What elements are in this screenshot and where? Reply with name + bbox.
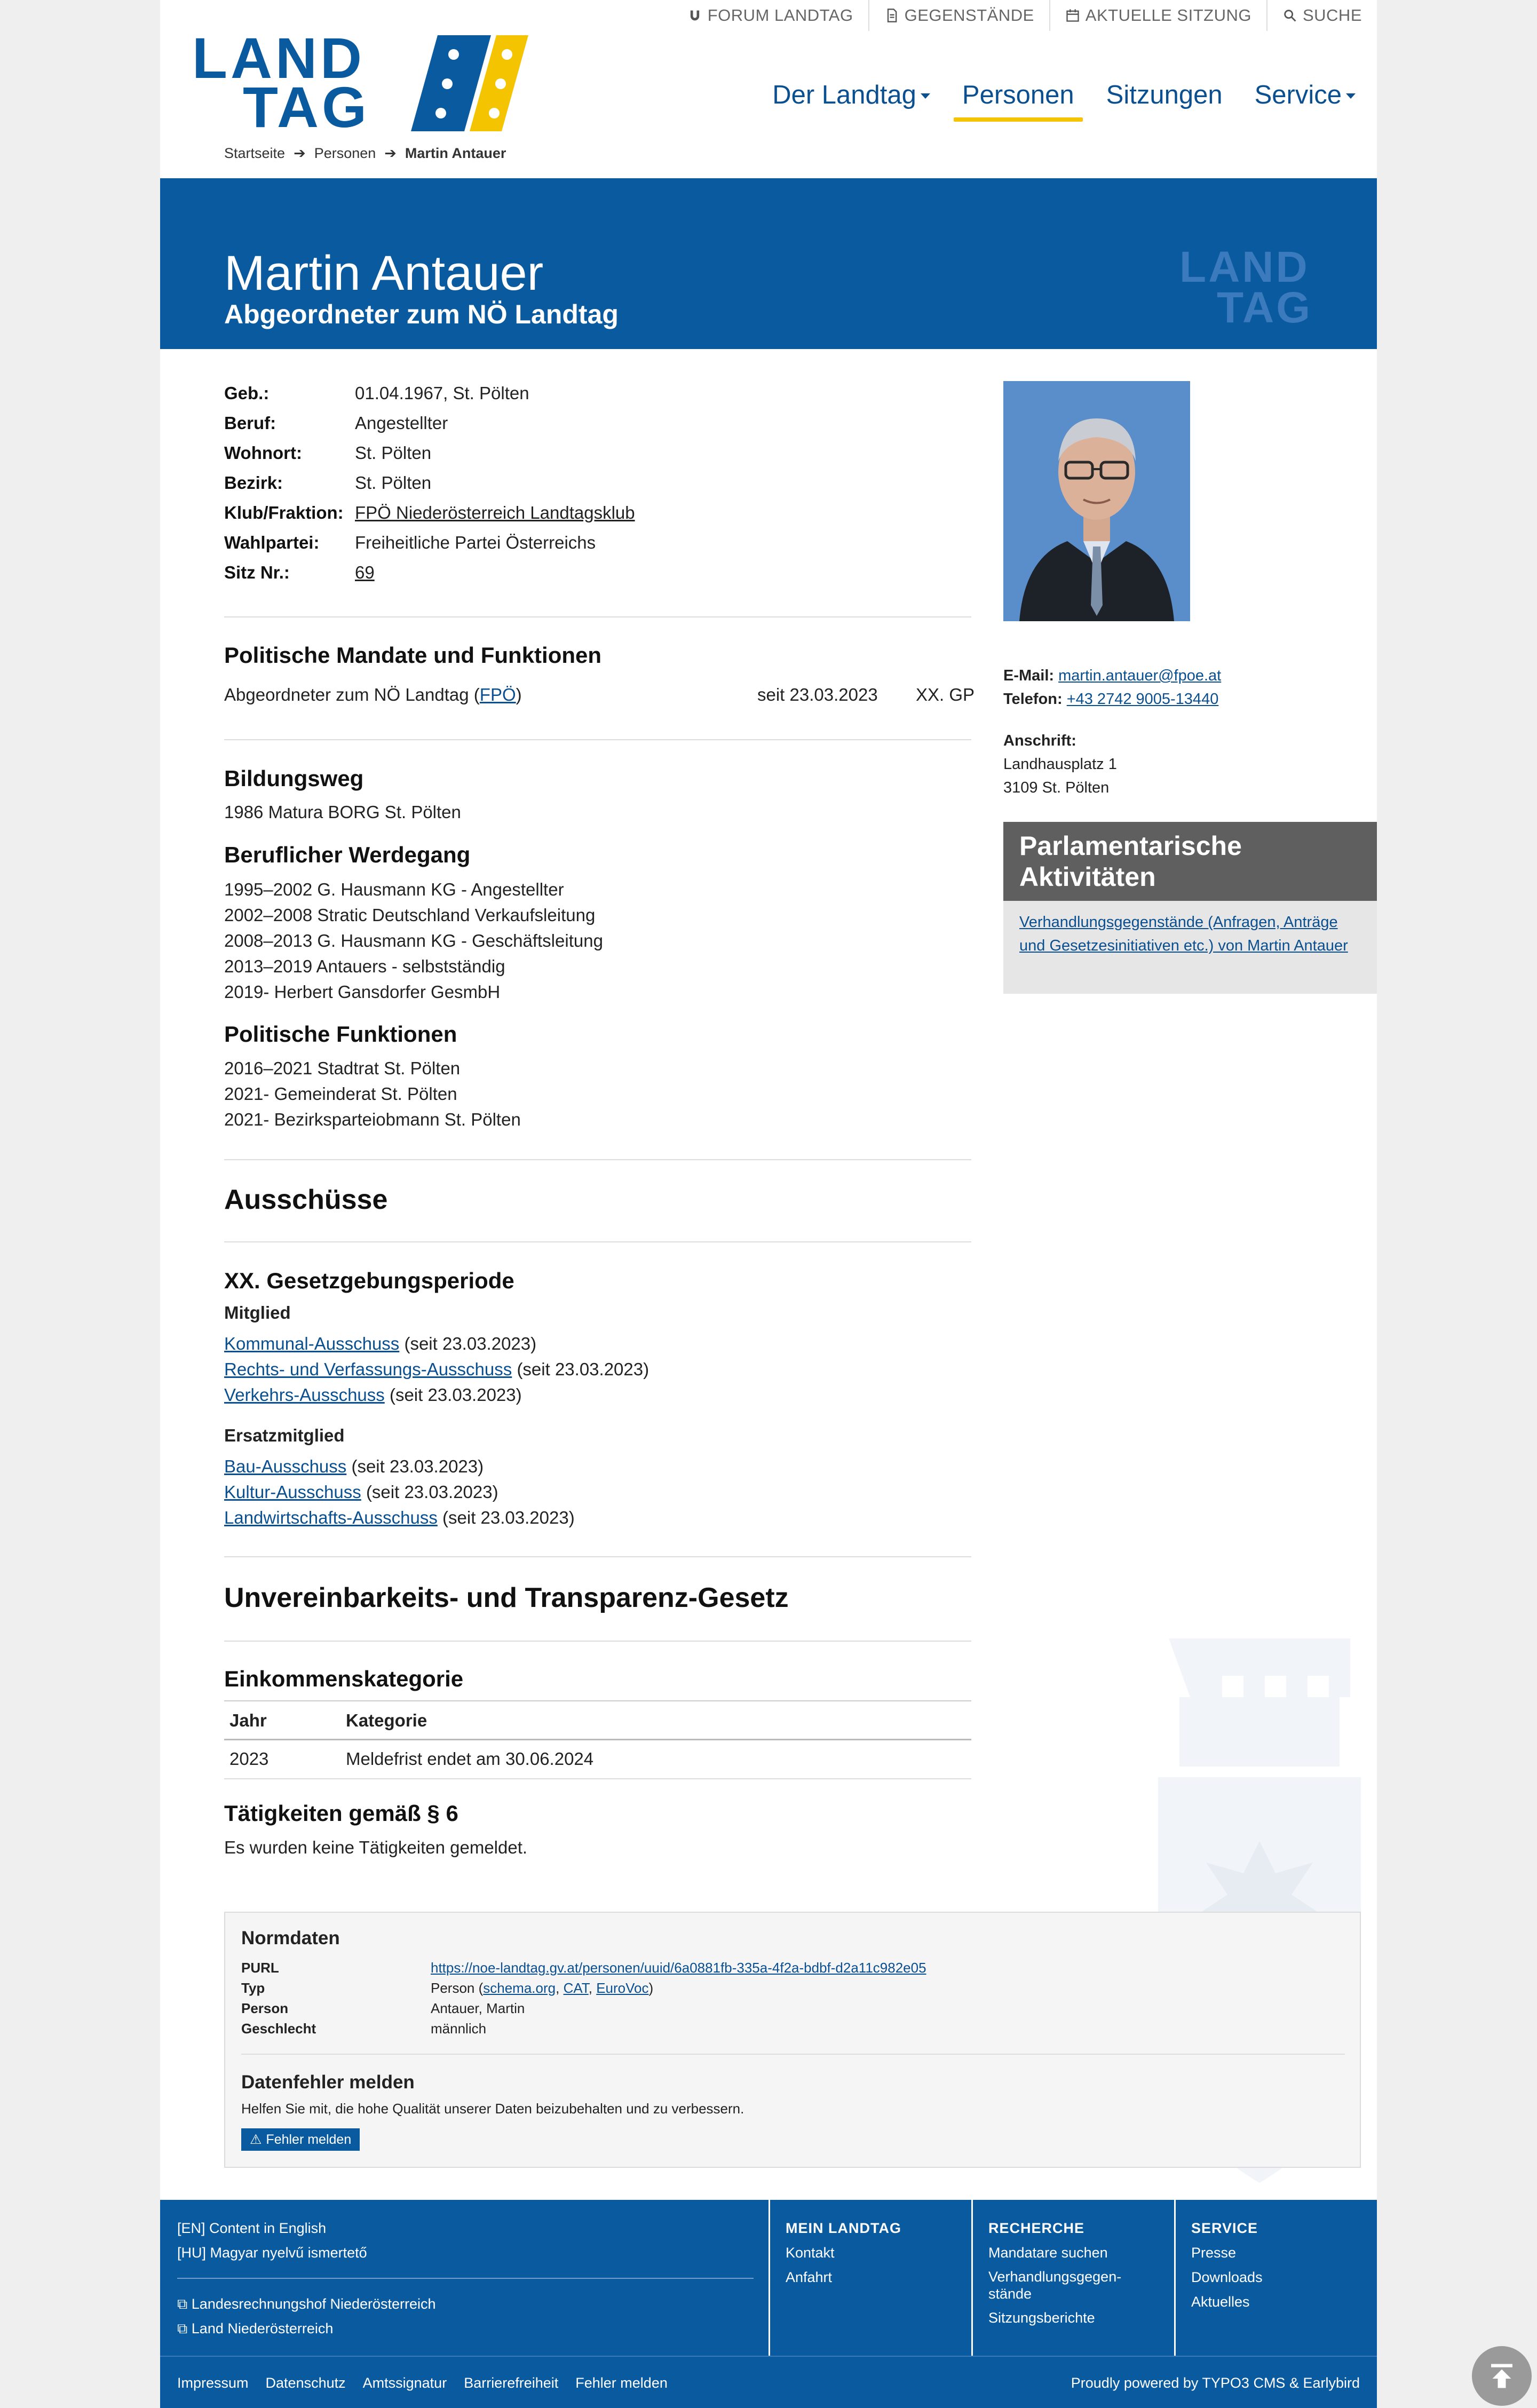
warning-icon: ⚠	[250, 2132, 262, 2147]
typ-link-schema[interactable]: schema.org	[483, 1980, 556, 1996]
ausschuss-link[interactable]: Kultur-Ausschuss	[224, 1482, 361, 1502]
util-forum-label: FORUM LANDTAG	[707, 6, 853, 25]
footer	[160, 2200, 1377, 2356]
parl-heading: Parlamentarische Aktivitäten	[1003, 822, 1377, 901]
typ-label: Typ	[241, 1980, 265, 1996]
ausschuss-link[interactable]: Kommunal-Ausschuss	[224, 1334, 400, 1353]
report-error-label: Fehler melden	[266, 2132, 352, 2147]
util-suche-link[interactable]	[1266, 0, 1377, 31]
footer-divider	[769, 2200, 770, 2356]
ausschuss-item	[224, 1382, 522, 1408]
banner-watermark-logo	[1179, 248, 1356, 328]
mandates-heading: Politische Mandate und Funktionen	[224, 643, 602, 668]
ausschuss-item	[224, 1357, 649, 1382]
nav-sitzungen-label: Sitzungen	[1106, 81, 1223, 109]
divider	[241, 2054, 1345, 2055]
landtag-logo[interactable]	[192, 33, 528, 132]
search-icon	[1282, 8, 1297, 23]
ausschuss-since: (seit 23.03.2023)	[366, 1482, 498, 1502]
profile-row-bezirk	[224, 473, 431, 493]
footer-powered: Proudly powered by TYPO3 CMS & Earlybird	[1071, 2375, 1360, 2391]
nav-der-landtag[interactable]	[772, 80, 930, 122]
footer-link[interactable]: Presse	[1191, 2245, 1237, 2261]
page-gutter-right	[1377, 0, 1537, 2408]
purl-link[interactable]: https://noe-landtag.gv.at/personen/uuid/6a0881fb-335a-4f2a-bdbf-d2a11c982e05	[431, 1960, 926, 1976]
calendar-icon	[1065, 8, 1080, 23]
ausschuesse-heading: Ausschüsse	[224, 1184, 388, 1215]
profile-row-geb	[224, 383, 529, 403]
footer-link[interactable]: Kontakt	[786, 2245, 835, 2261]
person-value: Antauer, Martin	[431, 2000, 525, 2016]
report-error-button[interactable]	[241, 2128, 360, 2151]
footer-ext-link[interactable]	[177, 2292, 754, 2316]
chevron-down-icon	[1346, 93, 1356, 99]
footer-link[interactable]: Anfahrt	[786, 2269, 833, 2285]
person-name: Martin Antauer	[224, 246, 544, 300]
profile-row-klub	[224, 503, 635, 523]
logo-line2: TAG	[243, 75, 370, 132]
footer-lang-col	[177, 2216, 754, 2341]
divider	[224, 1241, 971, 1242]
nav-service-label: Service	[1254, 81, 1342, 109]
address-line2: 3109 St. Pölten	[1003, 779, 1110, 796]
document-icon	[884, 8, 899, 23]
footer-link[interactable]: Aktuelles	[1191, 2294, 1250, 2310]
taetigkeiten-heading: Tätigkeiten gemäß § 6	[224, 1801, 458, 1826]
purl-label: PURL	[241, 1960, 279, 1976]
divider	[224, 739, 971, 740]
footer-divider	[971, 2200, 973, 2356]
forum-icon	[687, 8, 702, 23]
footer-amtssignatur[interactable]: Amtssignatur	[362, 2375, 447, 2391]
person-photo	[1003, 381, 1190, 621]
footer-ext-label: Land Niederösterreich	[191, 2320, 334, 2336]
ausschuss-since: (seit 23.03.2023)	[389, 1385, 522, 1405]
footer-col-mein-landtag	[786, 2216, 967, 2290]
contact-box	[1003, 664, 1221, 799]
divider	[224, 1556, 971, 1557]
mandate-gp: XX. GP	[916, 685, 975, 704]
beruf-item: 2019- Herbert Gansdorfer GesmbH	[224, 982, 501, 1002]
mandate-row	[224, 682, 522, 708]
footer-divider	[1174, 2200, 1176, 2356]
chevron-down-icon	[921, 93, 930, 99]
profile-label: Geb.:	[224, 383, 270, 403]
external-link-icon: ⧉	[177, 2320, 192, 2336]
ausschuss-since: (seit 23.03.2023)	[442, 1508, 575, 1527]
profile-label: Bezirk:	[224, 473, 283, 493]
typ-link-eurovoc[interactable]: EuroVoc	[596, 1980, 649, 1996]
footer-lang-hu[interactable]: [HU] Magyar nyelvű ismertető	[177, 2245, 367, 2261]
nav-personen-label: Personen	[962, 81, 1074, 109]
arrow-right-icon: ➔	[384, 145, 397, 161]
watermark-line1: LAND	[1179, 248, 1310, 291]
nav-personen[interactable]	[962, 80, 1074, 122]
person-banner	[160, 178, 1377, 349]
klub-link[interactable]: FPÖ Niederösterreich Landtagsklub	[355, 503, 635, 522]
mandate-party-link[interactable]: FPÖ	[479, 685, 516, 704]
typ-text: Person (	[431, 1980, 484, 1996]
person-subtitle: Abgeordneter zum NÖ Landtag	[224, 299, 619, 329]
beruf-item: 2008–2013 G. Hausmann KG - Geschäftsleitung	[224, 931, 603, 950]
politik-item: 2021- Bezirksparteiobmann St. Pölten	[224, 1110, 521, 1129]
beruf-item: 2013–2019 Antauers - selbstständig	[224, 956, 505, 976]
footer-bottom-bar	[160, 2356, 1377, 2408]
page-gutter-left	[0, 0, 160, 2408]
politik-item: 2016–2021 Stadtrat St. Pölten	[224, 1058, 461, 1078]
footer-lang-en[interactable]: [EN] Content in English	[177, 2220, 327, 2236]
utility-nav	[672, 0, 1377, 31]
error-heading: Datenfehler melden	[241, 2072, 415, 2093]
ausschuss-item	[224, 1331, 536, 1357]
profile-label: Beruf:	[224, 413, 276, 433]
table-cell-jahr: 2023	[229, 1749, 269, 1769]
col-kategorie: Kategorie	[346, 1710, 427, 1730]
phone-label: Telefon:	[1003, 691, 1063, 708]
ersatz-label: Ersatzmitglied	[224, 1425, 345, 1445]
breadcrumb	[224, 145, 506, 162]
footer-col-heading: RECHERCHE	[988, 2220, 1085, 2236]
bildung-item: 1986 Matura BORG St. Pölten	[224, 802, 461, 822]
footer-link[interactable]: Verhandlungsgegen- stände	[988, 2269, 1122, 2302]
profile-row-wahlpartei	[224, 533, 596, 553]
logo-line1: LAND	[192, 33, 365, 90]
profile-row-wohnort	[224, 443, 431, 463]
watermark-line2: TAG	[1217, 283, 1313, 328]
footer-col-service	[1191, 2216, 1373, 2314]
divider	[224, 1159, 971, 1160]
profile-value: Angestellter	[355, 413, 448, 433]
profile-value: St. Pölten	[355, 443, 432, 463]
util-suche-label: SUCHE	[1302, 6, 1362, 25]
norm-heading: Normdaten	[241, 1928, 340, 1948]
phone-link[interactable]: +43 2742 9005-13440	[1066, 691, 1219, 708]
politik-heading: Politische Funktionen	[224, 1021, 457, 1047]
ausschuss-item	[224, 1505, 575, 1531]
nav-der-landtag-label: Der Landtag	[772, 81, 916, 109]
phone-row	[1003, 687, 1221, 711]
email-label: E-Mail:	[1003, 667, 1055, 684]
period-heading: XX. Gesetzgebungsperiode	[224, 1268, 514, 1293]
profile-value: Freiheitliche Partei Österreichs	[355, 533, 596, 552]
norm-labels	[241, 1958, 316, 2039]
address-label: Anschrift:	[1003, 732, 1076, 749]
ausschuss-link[interactable]: Landwirtschafts-Ausschuss	[224, 1508, 438, 1527]
footer-barrierefreiheit[interactable]: Barrierefreiheit	[464, 2375, 559, 2391]
footer-link[interactable]: Downloads	[1191, 2269, 1263, 2285]
ausschuss-since: (seit 23.03.2023)	[517, 1359, 649, 1379]
footer-impressum[interactable]: Impressum	[177, 2375, 249, 2391]
footer-link[interactable]: Mandatare suchen	[988, 2245, 1108, 2261]
ausschuss-link[interactable]: Bau-Ausschuss	[224, 1456, 347, 1476]
bildung-heading: Bildungsweg	[224, 766, 364, 791]
breadcrumb-personen[interactable]: Personen	[314, 145, 376, 161]
profile-row-beruf	[224, 413, 448, 433]
external-link-icon: ⧉	[177, 2296, 192, 2312]
profile-label: Klub/Fraktion:	[224, 503, 344, 522]
footer-col-heading: MEIN LANDTAG	[786, 2220, 901, 2236]
mandate-since: seit 23.03.2023	[757, 685, 878, 704]
footer-legal-links	[177, 2375, 668, 2391]
parl-activities-box	[1003, 822, 1377, 994]
email-link[interactable]: martin.antauer@fpoe.at	[1058, 667, 1222, 684]
profile-row-sitz	[224, 563, 375, 583]
page	[160, 0, 1377, 2408]
error-text: Helfen Sie mit, die hohe Qualität unserer Daten beizubehalten und zu verbessern.	[241, 2101, 744, 2117]
email-row	[1003, 664, 1221, 687]
parl-link[interactable]: Verhandlungsgegenstände (Anfragen, Anträge und Gesetzesinitiativen etc.) von Martin Antauer	[1019, 914, 1348, 954]
footer-datenschutz[interactable]: Datenschutz	[265, 2375, 346, 2391]
main-nav	[772, 80, 1356, 122]
mitglied-label: Mitglied	[224, 1303, 291, 1322]
person-label: Person	[241, 2000, 289, 2016]
ausschuss-since: (seit 23.03.2023)	[351, 1456, 484, 1476]
footer-col-recherche	[988, 2216, 1170, 2330]
arrow-right-icon: ➔	[294, 145, 306, 161]
ausschuss-since: (seit 23.03.2023)	[404, 1334, 537, 1353]
ausschuss-link[interactable]: Verkehrs-Ausschuss	[224, 1385, 385, 1405]
geschlecht-value: männlich	[431, 2021, 487, 2037]
scroll-to-top-button[interactable]	[1472, 2346, 1532, 2406]
util-gegenstaende-link[interactable]	[868, 0, 1049, 31]
profile-label: Wahlpartei:	[224, 533, 320, 552]
mandate-role: Abgeordneter zum NÖ Landtag (	[224, 685, 480, 704]
breadcrumb-startseite[interactable]: Startseite	[224, 145, 286, 161]
profile-value: 01.04.1967, St. Pölten	[355, 383, 529, 403]
util-sitzung-link[interactable]	[1049, 0, 1266, 31]
geschlecht-label: Geschlecht	[241, 2021, 316, 2037]
normdaten-box	[224, 1912, 1361, 2168]
util-sitzung-label: AKTUELLE SITZUNG	[1085, 6, 1251, 25]
table-top-border	[224, 1700, 971, 1701]
sitz-link[interactable]: 69	[355, 563, 375, 582]
ausschuss-item	[224, 1454, 484, 1479]
beruf-item: 1995–2002 G. Hausmann KG - Angestellter	[224, 880, 564, 899]
footer-col-heading: SERVICE	[1191, 2220, 1258, 2236]
table-cell-kategorie: Meldefrist endet am 30.06.2024	[346, 1749, 594, 1769]
arrow-up-icon	[1486, 2360, 1518, 2392]
footer-link[interactable]: Sitzungsberichte	[988, 2310, 1095, 2326]
util-forum-link[interactable]	[672, 0, 868, 31]
footer-ext-link[interactable]	[177, 2316, 754, 2341]
util-gegenstaende-label: GEGENSTÄNDE	[904, 6, 1034, 25]
breadcrumb-current: Martin Antauer	[405, 145, 506, 161]
divider	[224, 1641, 971, 1642]
col-jahr: Jahr	[229, 1710, 267, 1730]
address-line1: Landhausplatz 1	[1003, 756, 1117, 773]
table-header-border	[224, 1739, 971, 1740]
beruf-item: 2002–2008 Stratic Deutschland Verkaufsleitung	[224, 905, 596, 925]
divider	[177, 2278, 754, 2279]
nav-service[interactable]	[1255, 80, 1356, 122]
ausschuss-link[interactable]: Rechts- und Verfassungs-Ausschuss	[224, 1359, 512, 1379]
typ-link-cat[interactable]: CAT	[563, 1980, 589, 1996]
ausschuss-item	[224, 1479, 498, 1505]
nav-sitzungen[interactable]	[1106, 80, 1223, 122]
beruf-heading: Beruflicher Werdegang	[224, 842, 471, 867]
profile-label: Wohnort:	[224, 443, 303, 463]
table-bottom-border	[224, 1778, 971, 1779]
profile-value: St. Pölten	[355, 473, 432, 493]
typ-close: )	[648, 1980, 654, 1996]
taetigkeiten-text: Es wurden keine Tätigkeiten gemeldet.	[224, 1837, 528, 1857]
norm-values: https://noe-landtag.gv.at/personen/uuid/6a0881fb-335a-4f2a-bdbf-d2a11c982e05 Person (schema.org, CAT, EuroVoc) Antauer, Martin männlich	[431, 1958, 926, 2039]
mandate-close: )	[516, 685, 522, 704]
profile-label: Sitz Nr.:	[224, 563, 290, 582]
einkommen-heading: Einkommenskategorie	[224, 1666, 464, 1691]
politik-item: 2021- Gemeinderat St. Pölten	[224, 1084, 457, 1104]
divider	[224, 616, 971, 617]
footer-fehler-melden[interactable]: Fehler melden	[575, 2375, 668, 2391]
transparenz-heading: Unvereinbarkeits- und Transparenz-Gesetz	[224, 1582, 789, 1613]
footer-ext-label: Landesrechnungshof Niederösterreich	[191, 2296, 436, 2312]
